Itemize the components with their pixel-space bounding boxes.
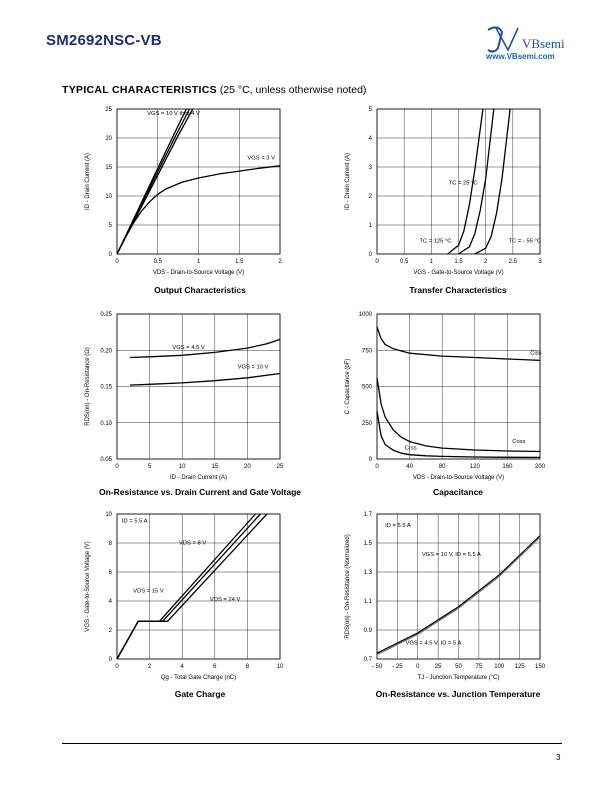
x-tick-label: 15	[211, 464, 219, 470]
y-tick-label: 250	[361, 420, 372, 427]
transfer-characteristics-chart	[330, 100, 560, 280]
x-tick-label: 0	[115, 664, 119, 670]
part-number: SM2692NSC-VB	[46, 32, 162, 49]
x-tick-label: 1	[196, 259, 201, 265]
x-tick-label: 1.5	[235, 259, 244, 265]
y-tick-label: 1	[368, 223, 372, 230]
x-tick-label: 5	[147, 464, 152, 470]
annotation-label: Ciss	[530, 350, 542, 357]
x-axis-label: VDS - Drain-to-Source Voltage (V)	[412, 475, 505, 481]
y-tick-label: 6	[108, 570, 112, 577]
x-tick-label: 75	[475, 664, 483, 670]
x-tick-label: 2.5	[508, 259, 518, 265]
series-line	[117, 109, 186, 254]
x-tick-label: - 50	[371, 664, 383, 670]
y-tick-label: 0.20	[100, 348, 112, 355]
y-tick-label: 4	[108, 599, 112, 606]
annotation-label: VDS = 8 V	[178, 540, 207, 547]
annotation-label: VGS = 10 V	[237, 364, 269, 371]
y-tick-label: 0	[108, 252, 112, 259]
x-tick-label: 0	[375, 464, 379, 470]
x-tick-label: 4	[180, 664, 184, 670]
page-number: 3	[556, 753, 561, 762]
y-tick-label: 20	[105, 136, 112, 143]
x-tick-label: 100	[494, 664, 505, 670]
x-tick-label: 160	[502, 464, 513, 470]
annotation-label: Crss	[404, 445, 417, 452]
x-tick-label: 25	[276, 464, 284, 470]
y-tick-label: 5	[368, 107, 372, 114]
x-tick-label: 10	[178, 464, 186, 470]
y-tick-label: 0	[108, 657, 112, 664]
caption-output-characteristics: Output Characteristics	[154, 285, 246, 295]
x-tick-label: 0	[416, 664, 420, 670]
annotation-label: TC = 125 °C	[419, 238, 452, 245]
annotation-label: VGS = 4.5 V, ID = 5 A	[405, 640, 462, 647]
annotation-label: VGS = 3 V	[247, 155, 275, 162]
series-line	[117, 514, 256, 659]
y-tick-label: 4	[368, 136, 372, 143]
annotation-label: VGS = 4.5 V	[172, 344, 205, 351]
section-note: (25 °C, unless otherwise noted)	[219, 84, 367, 96]
y-tick-label: 1000	[358, 312, 372, 319]
series-line	[377, 411, 540, 457]
x-tick-label: 3	[538, 259, 542, 265]
x-tick-label: - 25	[392, 664, 403, 670]
y-tick-label: 2	[368, 194, 372, 201]
y-tick-label: 0	[368, 457, 372, 464]
series-line	[117, 514, 267, 659]
y-tick-label: 2	[108, 628, 112, 635]
annotation-label: Coss	[512, 439, 526, 446]
output-characteristics-chart	[70, 100, 300, 280]
x-tick-label: 1	[429, 259, 434, 265]
y-tick-label: 1.5	[363, 541, 372, 548]
x-tick-label: 2	[278, 259, 282, 265]
x-tick-label: 0.5	[153, 259, 162, 265]
x-tick-label: 20	[244, 464, 251, 470]
y-tick-label: 3	[368, 165, 372, 172]
series-line	[377, 327, 540, 360]
y-axis-label: VGS - Gate-to-Source Voltage (V)	[85, 541, 91, 632]
y-tick-label: 1.3	[363, 570, 372, 577]
footer-divider	[62, 743, 562, 744]
caption-on-resistance-vs-current: On-Resistance vs. Drain Current and Gate Voltage	[98, 487, 301, 497]
x-tick-label: 0	[115, 464, 119, 470]
y-tick-label: 25	[105, 107, 112, 114]
y-tick-label: 5	[108, 223, 112, 230]
x-tick-label: 8	[245, 664, 250, 670]
caption-gate-charge: Gate Charge	[174, 689, 226, 699]
x-axis-label: Qg - Total Gate Charge (nC)	[160, 675, 237, 681]
website: www.VBsemi.com	[486, 52, 555, 61]
x-tick-label: 0.5	[399, 259, 409, 265]
series-line	[117, 514, 260, 659]
y-tick-label: 10	[105, 512, 112, 519]
caption-transfer-characteristics: Transfer Characteristics	[409, 285, 507, 295]
y-tick-label: 750	[361, 348, 372, 355]
x-axis-label: TJ - Junction Temperature (°C)	[417, 675, 500, 681]
annotation-label: VGS = 10 V thru 4 V	[147, 110, 200, 117]
y-tick-label: 1.7	[363, 512, 372, 519]
caption-on-resistance-vs-temperature: On-Resistance vs. Junction Temperature	[375, 689, 541, 699]
y-axis-label: RDS(on) - On-Resistance (Ω)	[85, 347, 91, 426]
y-tick-label: 0.10	[100, 420, 112, 427]
y-tick-label: 1.1	[363, 599, 372, 606]
annotation-label: ID = 5.5 A	[385, 523, 411, 530]
plot-frame	[117, 514, 280, 659]
x-tick-label: 0	[375, 259, 379, 265]
series-line	[130, 374, 280, 386]
y-tick-label: 8	[108, 541, 112, 548]
x-axis-label: ID - Drain Current (A)	[169, 475, 228, 481]
y-tick-label: 0.15	[100, 384, 112, 391]
y-axis-label: C - Capacitance (pF)	[345, 358, 351, 415]
annotation-label: VDS = 15 V	[133, 588, 164, 595]
x-tick-label: 6	[213, 664, 217, 670]
y-tick-label: 15	[105, 165, 112, 172]
caption-capacitance: Capacitance	[432, 487, 484, 497]
x-tick-label: 120	[469, 464, 480, 470]
on-resistance-vs-temperature-chart	[330, 505, 560, 685]
x-tick-label: 200	[534, 464, 546, 470]
on-resistance-vs-current-chart	[70, 305, 300, 485]
annotation-label: ID = 5.5 A	[121, 518, 148, 525]
x-tick-label: 80	[438, 464, 446, 470]
series-line	[130, 339, 280, 357]
y-tick-label: 0.25	[100, 312, 112, 319]
y-tick-label: 0.7	[363, 657, 372, 664]
x-axis-label: VGS - Gate-to-Source Voltage (V)	[413, 270, 504, 276]
annotation-label: VDS = 24 V	[209, 597, 241, 603]
logo-text: VBsemi	[522, 36, 565, 51]
x-tick-label: 10	[276, 664, 284, 670]
capacitance-chart	[330, 305, 560, 485]
x-tick-label: 125	[514, 664, 525, 670]
x-tick-label: 2	[483, 259, 488, 265]
section-title: TYPICAL CHARACTERISTICS	[62, 84, 217, 96]
y-axis-label: ID - Drain Current (A)	[345, 152, 351, 211]
x-tick-label: 25	[434, 664, 442, 670]
y-tick-label: 0	[368, 252, 372, 259]
y-axis-label: ID - Drain Current (A)	[85, 152, 91, 211]
x-axis-label: VDS - Drain-to-Source Voltage (V)	[152, 270, 245, 276]
annotation-label: VGS = 10 V, ID = 5.5 A	[421, 552, 481, 559]
x-tick-label: 50	[455, 664, 462, 670]
gate-charge-chart	[70, 505, 300, 685]
x-tick-label: 1.5	[454, 259, 463, 265]
annotation-label: TC = 25 °C	[448, 180, 478, 187]
x-tick-label: 2	[147, 664, 152, 670]
section-heading	[62, 84, 366, 96]
y-tick-label: 500	[361, 384, 372, 391]
y-tick-label: 10	[105, 194, 112, 201]
x-tick-label: 0	[115, 259, 119, 265]
x-tick-label: 150	[534, 664, 546, 670]
y-axis-label: RDS(on) - On-Resistance (Normalized)	[345, 534, 351, 639]
y-tick-label: 0.05	[100, 457, 112, 464]
y-tick-label: 0.9	[363, 628, 372, 635]
annotation-label: TC = - 55 °C	[508, 238, 541, 245]
x-tick-label: 40	[406, 464, 413, 470]
